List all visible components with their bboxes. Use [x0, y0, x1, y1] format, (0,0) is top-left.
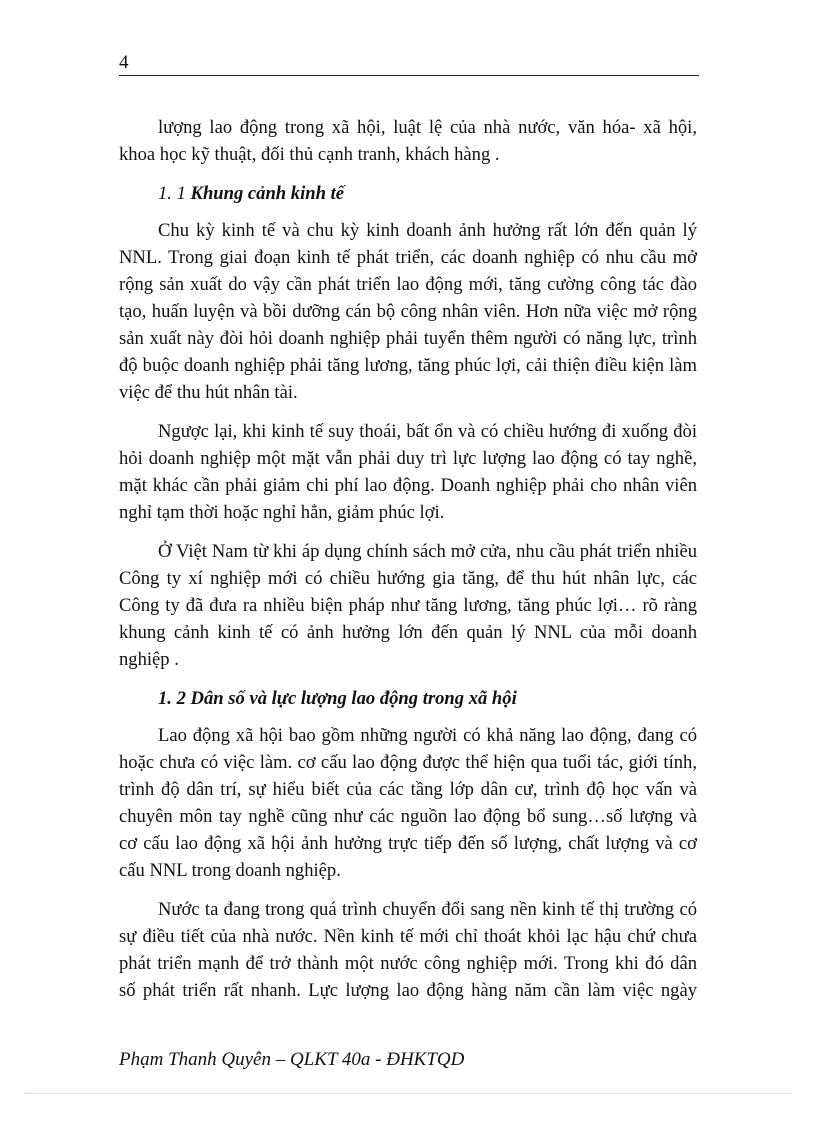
header-rule: [119, 75, 699, 76]
section-number: 1. 2: [158, 688, 186, 709]
text-line: phát triển mạnh để trở thành một nước công nghiệp mới. Trong khi đó dân: [119, 953, 697, 974]
text-line: khoa học kỹ thuật, đối thủ cạnh tranh, khách hàng .: [119, 144, 500, 165]
text-line: rộng sản xuất do vậy cần phát triển lao động mới, tăng cường công tác đào: [119, 274, 697, 295]
text-line: khung cảnh kinh tế có ảnh hưởng lớn đến quản lý NNL của mỗi doanh: [119, 622, 697, 643]
text-line: sản xuất này đòi hỏi doanh nghiệp phải tuyển thêm người có năng lực, trình: [119, 328, 697, 349]
text-line: mặt khác cần phải giảm chi phí lao động. Doanh nghiệp phải cho nhân viên: [119, 475, 697, 496]
text-line: hoặc chưa có việc làm. cơ cấu lao động được thể hiện qua tuổi tác, giới tính,: [119, 752, 697, 773]
text-line: Công ty đã đưa ra nhiều biện pháp như tăng lương, tăng phúc lợi… rõ ràng: [119, 595, 697, 616]
section-title: Dân số và lực lượng lao động trong xã hội: [190, 688, 517, 709]
text-line: trình độ dân trí, sự hiểu biết của các tầng lớp dân cư, trình độ học vấn và: [119, 779, 697, 800]
text-line: Nước ta đang trong quá trình chuyển đổi sang nền kinh tế thị trường có: [158, 899, 697, 920]
body-paragraph: [119, 538, 697, 673]
text-line: Ở Việt Nam từ khi áp dụng chính sách mở cửa, nhu cầu phát triển nhiều: [158, 541, 697, 562]
text-line: NNL. Trong giai đoạn kinh tế phát triển, các doanh nghiệp có nhu cầu mở: [119, 247, 697, 268]
page-number: 4: [119, 52, 129, 73]
text-line: cơ cấu lao động xã hội ảnh hưởng trực tiếp đến số lượng, chất lượng và cơ: [119, 833, 697, 854]
text-line: Lao động xã hội bao gồm những người có khả năng lao động, đang có: [158, 725, 697, 746]
section-heading-1-1: [119, 180, 697, 207]
body-paragraph: [119, 722, 697, 884]
text-line: Chu kỳ kinh tế và chu kỳ kinh doanh ảnh hưởng rất lớn đến quản lý: [158, 220, 697, 241]
text-line: số phát triển rất nhanh. Lực lượng lao động hàng năm cần làm việc ngày: [119, 980, 697, 1001]
footer-rule: [24, 1093, 792, 1094]
text-line: độ buộc doanh nghiệp phải tăng lương, tăng phúc lợi, cải thiện điều kiện làm: [119, 355, 697, 376]
text-line: sự điều tiết của nhà nước. Nền kinh tế mới chỉ thoát khỏi lạc hậu chứ chưa: [119, 926, 697, 947]
intro-paragraph: [119, 114, 697, 168]
section-number: 1. 1: [158, 183, 186, 204]
text-line: nghỉ tạm thời hoặc nghỉ hẳn, giảm phúc lợi.: [119, 502, 445, 523]
footer-author: Phạm Thanh Quyên – QLKT 40a - ĐHKTQD: [119, 1049, 465, 1070]
body-paragraph: [119, 418, 697, 526]
text-line: nghiệp .: [119, 649, 179, 670]
section-title: Khung cảnh kinh tế: [190, 183, 345, 204]
text-line: tạo, huấn luyện và bồi dưỡng cán bộ công nhân viên. Hơn nữa việc mở rộng: [119, 301, 697, 322]
text-line: cấu NNL trong doanh nghiệp.: [119, 860, 341, 881]
text-line: lượng lao động trong xã hội, luật lệ của nhà nước, văn hóa- xã hội,: [158, 117, 697, 138]
text-line: Công ty xí nghiệp mới có chiều hướng gia tăng, để thu hút nhân lực, các: [119, 568, 697, 589]
body-paragraph: [119, 217, 697, 406]
text-line: hỏi doanh nghiệp một mặt vẫn phải duy trì lực lượng lao động có tay nghề,: [119, 448, 697, 469]
body-paragraph: [119, 896, 697, 1004]
text-line: việc để thu hút nhân tài.: [119, 382, 298, 403]
text-line: Ngược lại, khi kinh tế suy thoái, bất ổn và có chiều hướng đi xuống đòi: [158, 421, 697, 442]
page-body: [119, 114, 697, 1016]
text-line: chuyên môn tay nghề cũng như các nguồn lao động bổ sung…số lượng và: [119, 806, 697, 827]
section-heading-1-2: [119, 685, 697, 712]
